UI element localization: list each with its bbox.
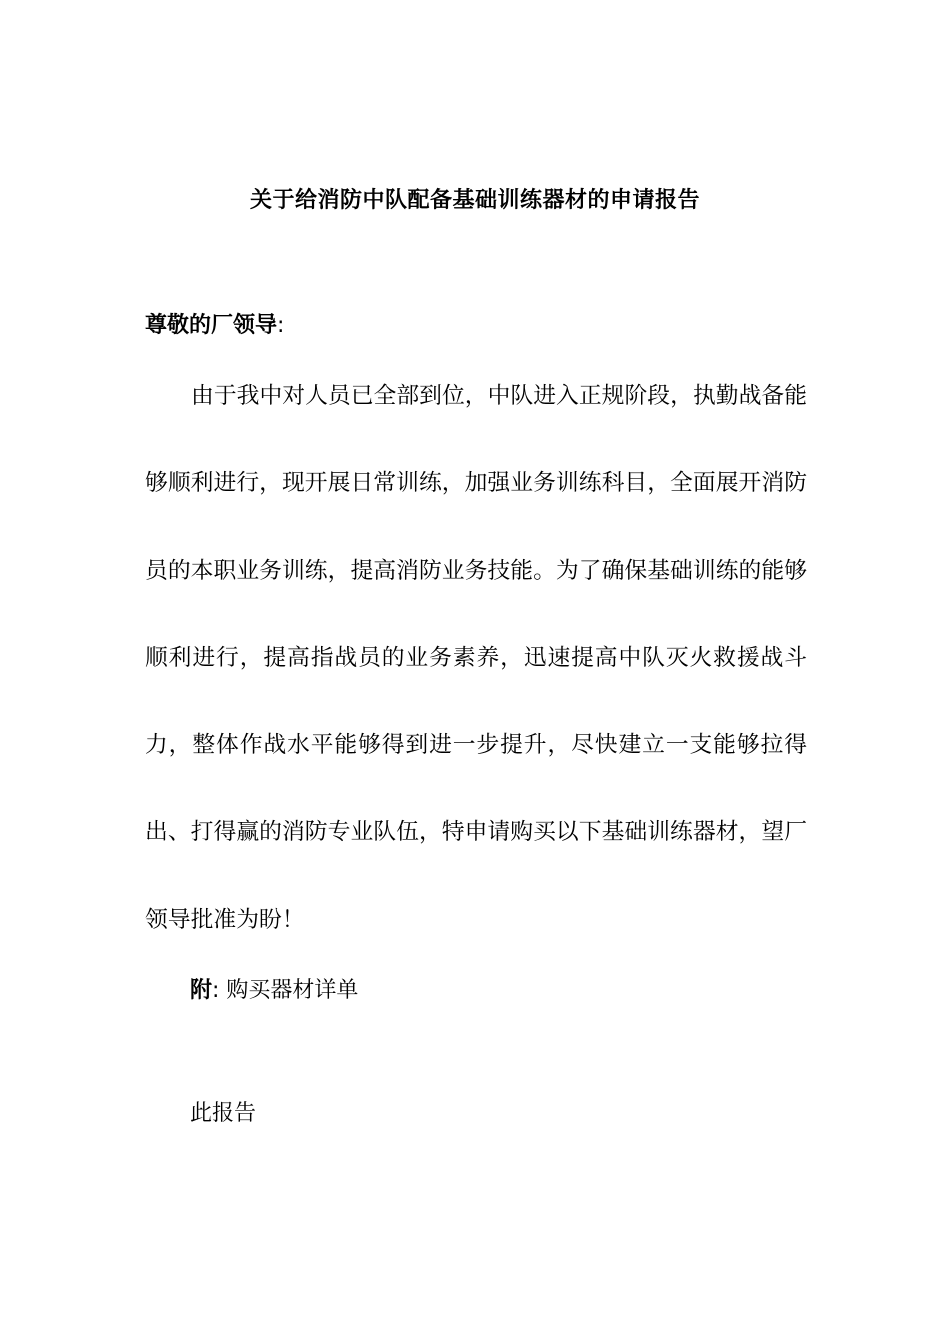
document-title: 关于给消防中队配备基础训练器材的申请报告 <box>249 188 700 213</box>
attachment-text: : 购买器材详单 <box>212 978 359 1003</box>
salutation-name: 尊敬的厂领导 <box>145 313 278 338</box>
closing-line: 此报告 <box>190 1101 257 1126</box>
salutation-colon: : <box>277 313 285 338</box>
attachment-label: 附 <box>190 978 213 1003</box>
attachment-line <box>190 975 358 1007</box>
body-paragraph: 由于我中对人员已全部到位，中队进入正规阶段，执勤战备能够顺利进行，现开展日常训练，加强业务训练科目，全面展开消防员的本职业务训练，提高消防业务技能。为了确保基础训练的能够顺利进行，提高指战员的业务素养，迅速提高中队灭火救援战斗力，整体作战水平能够得到进一步提升，尽快建立一支能够拉得出、打得赢的消防专业队伍，特申请购买以下基础训练器材，望厂领导批准为盼！ <box>145 383 807 933</box>
salutation <box>145 310 284 342</box>
